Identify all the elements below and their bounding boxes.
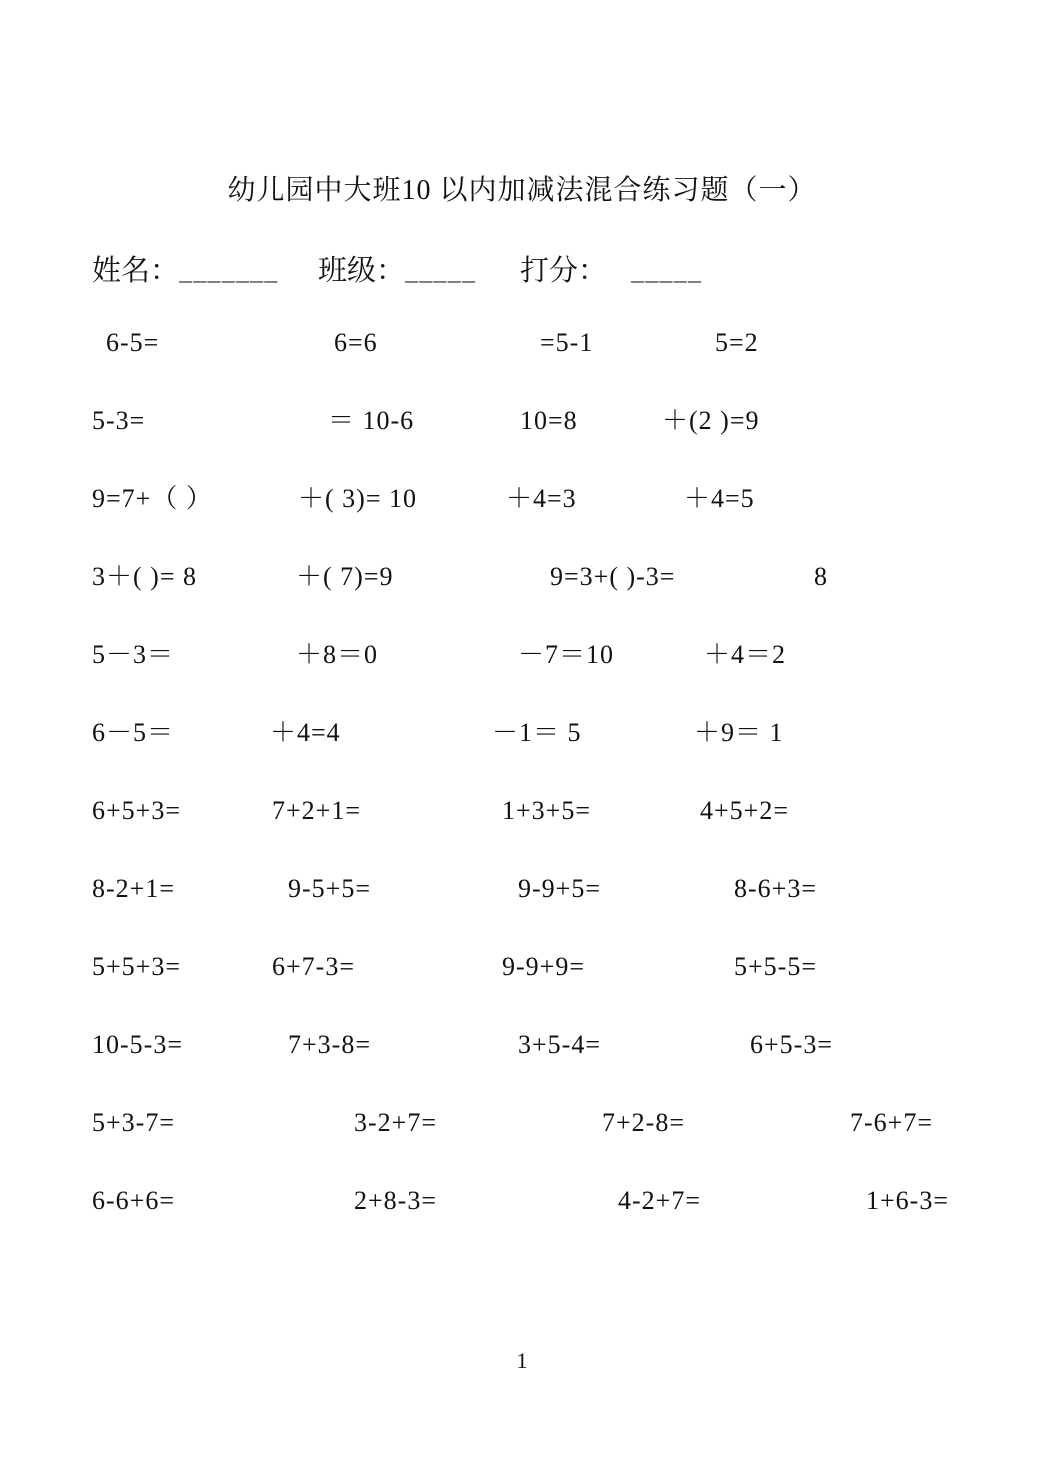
problem: 3-2+7=	[354, 1108, 437, 1137]
problem-row	[0, 947, 1044, 987]
problem: 7+3-8=	[288, 1030, 371, 1059]
problem: －1＝ 5	[492, 718, 582, 747]
problem: 9-9+9=	[502, 952, 585, 981]
problem: 3+5-4=	[518, 1030, 601, 1059]
problem: 7+2+1=	[272, 796, 361, 825]
problem: 9-5+5=	[288, 874, 371, 903]
class-blank: _____	[405, 262, 477, 287]
problem: ＝ 10-6	[328, 406, 415, 435]
problem: ＋(2 )=9	[662, 406, 760, 435]
problem-row	[0, 713, 1044, 753]
problem: 4+5+2=	[700, 796, 789, 825]
problem-row	[0, 635, 1044, 675]
problem: ＋( 3)= 10	[298, 484, 417, 513]
problem: 10-5-3=	[92, 1030, 183, 1059]
problem: =5-1	[540, 328, 594, 357]
problem: 3＋( )= 8	[92, 562, 197, 591]
problem: 5+5+3=	[92, 952, 181, 981]
problem-row	[0, 557, 1044, 597]
problem: ＋4=3	[506, 484, 577, 513]
problem: 6=6	[334, 328, 378, 357]
problem: ＋4=4	[270, 718, 341, 747]
problem: 7+2-8=	[602, 1108, 685, 1137]
problem-row	[0, 1181, 1044, 1221]
problem: －7＝10	[518, 640, 615, 669]
problem: 5+5-5=	[734, 952, 817, 981]
problem-row	[0, 1025, 1044, 1065]
problem: 7-6+7=	[850, 1108, 933, 1137]
problem: ＋8＝0	[296, 640, 379, 669]
class-label: 班级：	[318, 255, 406, 287]
problem-row	[0, 401, 1044, 441]
problem: 5－3＝	[92, 640, 175, 669]
problem: 8	[814, 562, 828, 591]
problem: ＋4=5	[684, 484, 755, 513]
problem: 1+3+5=	[502, 796, 591, 825]
problem: 5=2	[715, 328, 759, 357]
problem: ＋4＝2	[704, 640, 787, 669]
problem: 6+7-3=	[272, 952, 355, 981]
score-blank: _____	[631, 262, 703, 287]
problem: 5+3-7=	[92, 1108, 175, 1137]
problem: 9-9+5=	[518, 874, 601, 903]
page-number: 1	[516, 1348, 528, 1373]
problem: 8-6+3=	[734, 874, 817, 903]
problem: 2+8-3=	[354, 1186, 437, 1215]
problem: 6－5＝	[92, 718, 175, 747]
problem: 6+5+3=	[92, 796, 181, 825]
page-title: 幼儿园中大班10 以内加减法混合练习题（一）	[227, 175, 817, 206]
score-label: 打分：	[520, 255, 608, 287]
problem: 10=8	[520, 406, 578, 435]
problem-row	[0, 323, 1044, 363]
problem: 8-2+1=	[92, 874, 175, 903]
problem-row	[0, 479, 1044, 519]
problem: 1+6-3=	[866, 1186, 949, 1215]
problem: 6+5-3=	[750, 1030, 833, 1059]
name-blank: _______	[179, 262, 279, 287]
problem: ＋( 7)=9	[296, 562, 394, 591]
problem-row	[0, 1103, 1044, 1143]
problem: 9=7+（ ）	[92, 484, 213, 513]
problem: ＋9＝ 1	[694, 718, 784, 747]
problem: 9=3+( )-3=	[550, 562, 676, 591]
score-field	[520, 248, 702, 289]
problem: 5-3=	[92, 406, 146, 435]
problem: 6-6+6=	[92, 1186, 175, 1215]
name-label: 姓名：	[92, 255, 180, 287]
problem-row	[0, 869, 1044, 909]
problem-row	[0, 791, 1044, 831]
problem: 6-5=	[106, 328, 160, 357]
problem: 4-2+7=	[618, 1186, 701, 1215]
class-field	[318, 248, 476, 289]
name-field	[92, 248, 278, 289]
